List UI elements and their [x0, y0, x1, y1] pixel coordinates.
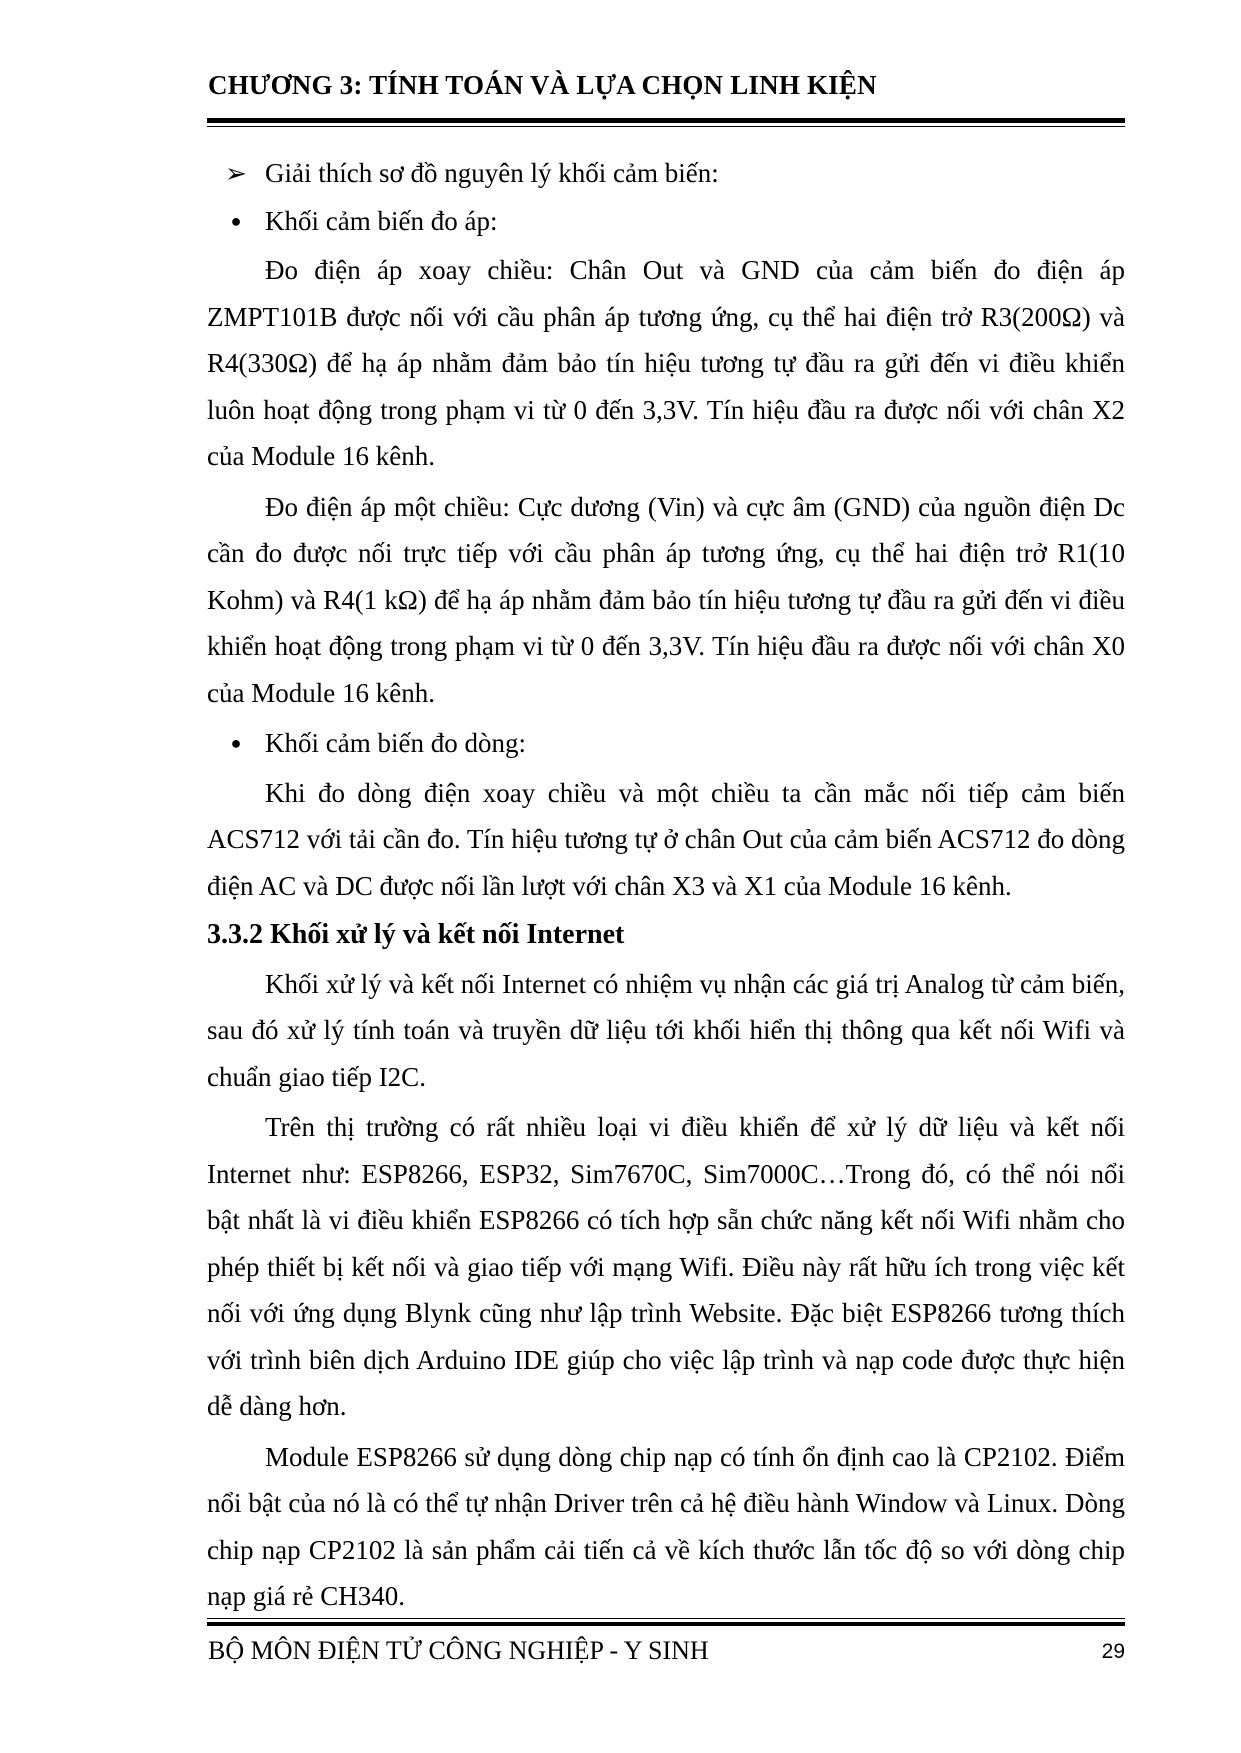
arrow-bullet-icon: ➢	[225, 159, 247, 188]
arrow-list-item	[207, 150, 1125, 198]
paragraph-ac-voltage: Đo điện áp xoay chiều: Chân Out và GND của cảm biến đo điện áp ZMPT101B được nối với cầu phân áp tương ứng, cụ thể hai điện trở R3(200Ω) và R4(330Ω) để hạ áp nhằm đảm bảo tín hiệu tương tự đầu ra gửi đến vi điều khiển luôn hoạt động trong phạm vi từ 0 đến 3,3V. Tín hiệu đầu ra được nối với chân X2 của Module 16 kênh.	[207, 255, 1125, 471]
bullet-list-item-voltage	[207, 198, 1125, 248]
header-divider	[207, 118, 1125, 123]
bullet-voltage-text: Khối cảm biến đo áp:	[265, 205, 498, 236]
chapter-title: CHƯƠNG 3: TÍNH TOÁN VÀ LỰA CHỌN LINH KIỆN	[208, 70, 877, 100]
arrow-list-item-text: Giải thích sơ đồ nguyên lý khối cảm biến:	[265, 158, 719, 188]
page-number: 29	[1101, 1640, 1125, 1663]
paragraph-dc-voltage: Đo điện áp một chiều: Cực dương (Vin) và cực âm (GND) của nguồn điện Dc cần đo được nối trực tiếp với cầu phân áp tương ứng, cụ thể hai điện trở R1(10 Kohm) và R4(1 kΩ) để hạ áp nhằm đảm bảo tín hiệu tương tự đầu ra gửi đến vi điều khiển hoạt động trong phạm vi từ 0 đến 3,3V. Tín hiệu đầu ra được nối với chân X0 của Module 16 kênh.	[207, 491, 1125, 708]
page-content	[207, 150, 1125, 1620]
dot-bullet-icon: ●	[230, 210, 242, 231]
paragraph-processing-2: Trên thị trường có rất nhiều loại vi điều khiển để xử lý dữ liệu và kết nối Internet như: ESP8266, ESP32, Sim7670C, Sim7000C…Trong đó, có thể nói nổi bật nhất là vi điều khiển ESP8266 có tích hợp sẵn chức năng kết nối Wifi nhằm cho phép thiết bị kết nối và giao tiếp với mạng Wifi. Điều này rất hữu ích trong việc kết nối với ứng dụng Blynk cũng như lập trình Website. Đặc biệt ESP8266 tương thích với trình biên dịch Arduino IDE giúp cho việc lập trình và nạp code được thực hiện dễ dàng hơn.	[207, 1112, 1125, 1421]
bullet-current-text: Khối cảm biến đo dòng:	[265, 728, 526, 758]
paragraph-processing-1: Khối xử lý và kết nối Internet có nhiệm vụ nhận các giá trị Analog từ cảm biến, sau đó xử lý tính toán và truyền dữ liệu tới khối hiển thị thông qua kết nối Wifi và chuẩn giao tiếp I2C.	[207, 968, 1125, 1092]
dot-bullet-icon: ●	[230, 733, 242, 753]
header-divider-thin	[207, 126, 1125, 127]
section-heading: 3.3.2 Khối xử lý và kết nối Internet	[207, 919, 625, 950]
paragraph-current: Khi đo dòng điện xoay chiều và một chiều ta cần mắc nối tiếp cảm biến ACS712 với tải cần đo. Tín hiệu tương tự ở chân Out của cảm biến ACS712 đo dòng điện AC và DC được nối lần lượt với chân X3 và X1 của Module 16 kênh.	[207, 777, 1125, 901]
footer-department: BỘ MÔN ĐIỆN TỬ CÔNG NGHIỆP - Y SINH	[208, 1636, 709, 1665]
paragraph-processing-3: Module ESP8266 sử dụng dòng chip nạp có tính ổn định cao là CP2102. Điểm nổi bật của nó là có thể tự nhận Driver trên cả hệ điều hành Window và Linux. Dòng chip nạp CP2102 là sản phẩm cải tiến cả về kích thước lẫn tốc độ so với dòng chip nạp giá rẻ CH340.	[207, 1441, 1125, 1611]
footer-divider-thin	[207, 1618, 1125, 1619]
bullet-list-item-current	[207, 720, 1125, 770]
footer-divider	[207, 1622, 1125, 1626]
